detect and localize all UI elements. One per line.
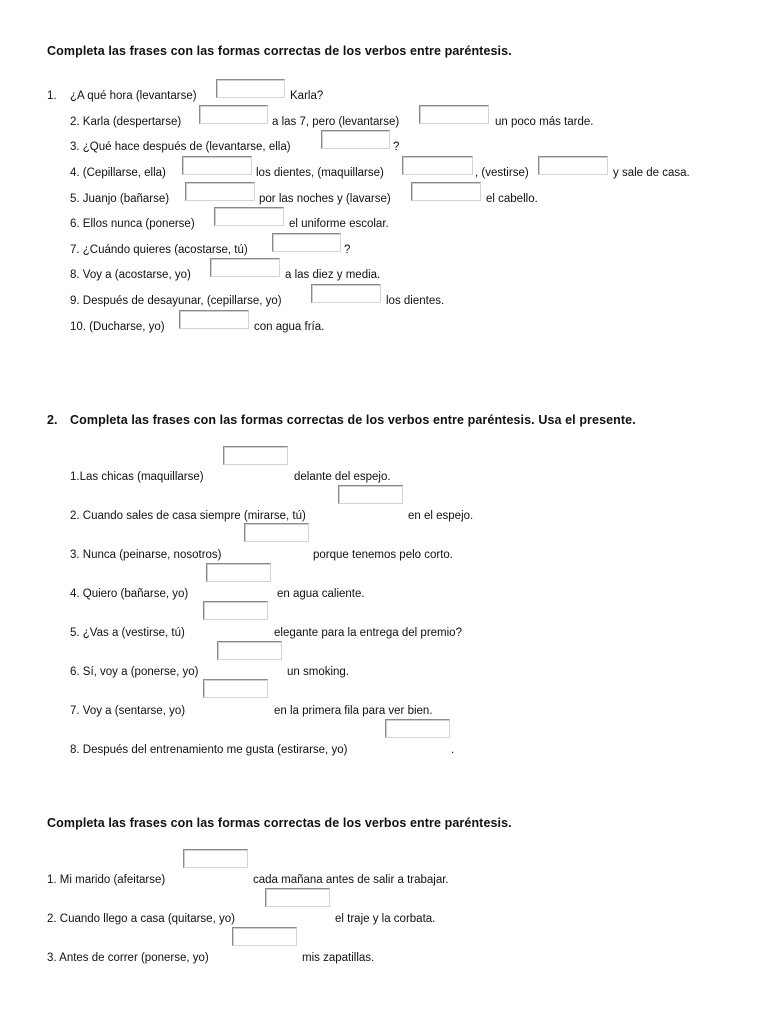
s2-item7-answer[interactable] (203, 679, 268, 698)
s1-item3-answer-1[interactable] (321, 130, 390, 149)
s1-item1-answer-1[interactable] (216, 79, 285, 98)
s2-item2-answer[interactable] (338, 485, 403, 504)
s3-item2-text-a: 2. Cuando llego a casa (quitarse, yo) (47, 913, 235, 925)
s2-item6-text-b: un smoking. (287, 666, 350, 678)
s1-item2-text-a: 2. Karla (despertarse) (70, 116, 182, 128)
s1-item6-answer-1[interactable] (214, 207, 284, 226)
s1-item5-answer-1[interactable] (185, 182, 255, 201)
s1-item10-answer-1[interactable] (179, 310, 249, 329)
s3-item2-text-b: el traje y la corbata. (335, 913, 436, 925)
s3-item3-text-b: mis zapatillas. (302, 952, 375, 964)
s1-item8-text-a: 8. Voy a (acostarse, yo) (70, 269, 191, 281)
s1-item3-text-b: ? (393, 141, 400, 153)
s2-item7-text-b: en la primera fila para ver bien. (274, 705, 433, 717)
s1-item2-answer-2[interactable] (419, 105, 489, 124)
s3-item3-answer[interactable] (232, 927, 297, 946)
s1-item6-text-a: 6. Ellos nunca (ponerse) (70, 218, 195, 230)
s1-item4-text-c: , (vestirse) (475, 167, 529, 179)
s3-item1-answer[interactable] (183, 849, 248, 868)
section1-title: Completa las frases con las formas correctas de los verbos entre paréntesis. (47, 44, 512, 58)
s1-item5-text-c: el cabello. (486, 193, 538, 205)
s2-item8-text-a: 8. Después del entrenamiento me gusta (estirarse, yo) (70, 744, 348, 756)
s1-item4-text-a: 4. (Cepillarse, ella) (70, 167, 166, 179)
s2-item1-text-a: 1.Las chicas (maquillarse) (70, 471, 204, 483)
s2-item7-text-a: 7. Voy a (sentarse, yo) (70, 705, 186, 717)
s1-item5-answer-2[interactable] (411, 182, 481, 201)
s3-item1-text-a: 1. Mi marido (afeitarse) (47, 874, 166, 886)
s2-item4-text-a: 4. Quiero (bañarse, yo) (70, 588, 189, 600)
s3-item1-text-b: cada mañana antes de salir a trabajar. (253, 874, 449, 886)
s1-item2-text-b: a las 7, pero (levantarse) (272, 116, 400, 128)
s1-item7-answer-1[interactable] (272, 233, 341, 252)
section3-title: Completa las frases con las formas correctas de los verbos entre paréntesis. (47, 816, 512, 830)
s1-item1-text-a: ¿A qué hora (levantarse) (70, 90, 197, 102)
s1-item10-text-a: 10. (Ducharse, yo) (70, 321, 165, 333)
s2-item1-text-b: delante del espejo. (294, 471, 391, 483)
s2-item5-answer[interactable] (203, 601, 268, 620)
s2-item5-text-b: elegante para la entrega del premio? (274, 627, 462, 639)
s1-item4-answer-2[interactable] (402, 156, 473, 175)
s2-item3-text-b: porque tenemos pelo corto. (313, 549, 454, 561)
s3-item2-answer[interactable] (265, 888, 330, 907)
section2-title: Completa las frases con las formas correctas de los verbos entre paréntesis. Usa el presente. (70, 413, 636, 427)
s2-item6-answer[interactable] (217, 641, 282, 660)
s1-item7-text-b: ? (344, 244, 351, 256)
s2-item2-text-b: en el espejo. (408, 510, 474, 522)
s3-item3-text-a: 3. Antes de correr (ponerse, yo) (47, 952, 209, 964)
s1-item2-answer-1[interactable] (199, 105, 268, 124)
s1-item1-text-b: Karla? (290, 90, 324, 102)
s1-item8-text-b: a las diez y media. (285, 269, 381, 281)
s1-item9-text-a: 9. Después de desayunar, (cepillarse, yo) (70, 295, 282, 307)
s1-item9-answer-1[interactable] (311, 284, 381, 303)
s2-item8-answer[interactable] (385, 719, 450, 738)
s1-item6-text-b: el uniforme escolar. (289, 218, 389, 230)
s2-item4-answer[interactable] (206, 563, 271, 582)
s1-item4-answer-1[interactable] (182, 156, 252, 175)
s1-item10-text-b: con agua fría. (254, 321, 325, 333)
s2-item6-text-a: 6. Sí, voy a (ponerse, yo) (70, 666, 199, 678)
s2-item1-answer[interactable] (223, 446, 288, 465)
s1-item1-number: 1. (47, 90, 57, 102)
s1-item5-text-b: por las noches y (lavarse) (259, 193, 391, 205)
s1-item9-text-b: los dientes. (386, 295, 445, 307)
s1-item4-answer-3[interactable] (538, 156, 608, 175)
s1-item8-answer-1[interactable] (210, 258, 280, 277)
s2-item2-text-a: 2. Cuando sales de casa siempre (mirarse, tú) (70, 510, 306, 522)
s2-item8-text-b: . (451, 744, 455, 756)
s1-item2-text-c: un poco más tarde. (495, 116, 594, 128)
section2-number: 2. (47, 413, 58, 427)
s2-item5-text-a: 5. ¿Vas a (vestirse, tú) (70, 627, 185, 639)
s2-item3-answer[interactable] (244, 523, 309, 542)
s2-item3-text-a: 3. Nunca (peinarse, nosotros) (70, 549, 222, 561)
s2-item4-text-b: en agua caliente. (277, 588, 365, 600)
s1-item5-text-a: 5. Juanjo (bañarse) (70, 193, 170, 205)
s1-item3-text-a: 3. ¿Qué hace después de (levantarse, ella) (70, 141, 291, 153)
s1-item4-text-d: y sale de casa. (613, 167, 690, 179)
s1-item7-text-a: 7. ¿Cuándo quieres (acostarse, tú) (70, 244, 248, 256)
s1-item4-text-b: los dientes, (maquillarse) (256, 167, 384, 179)
